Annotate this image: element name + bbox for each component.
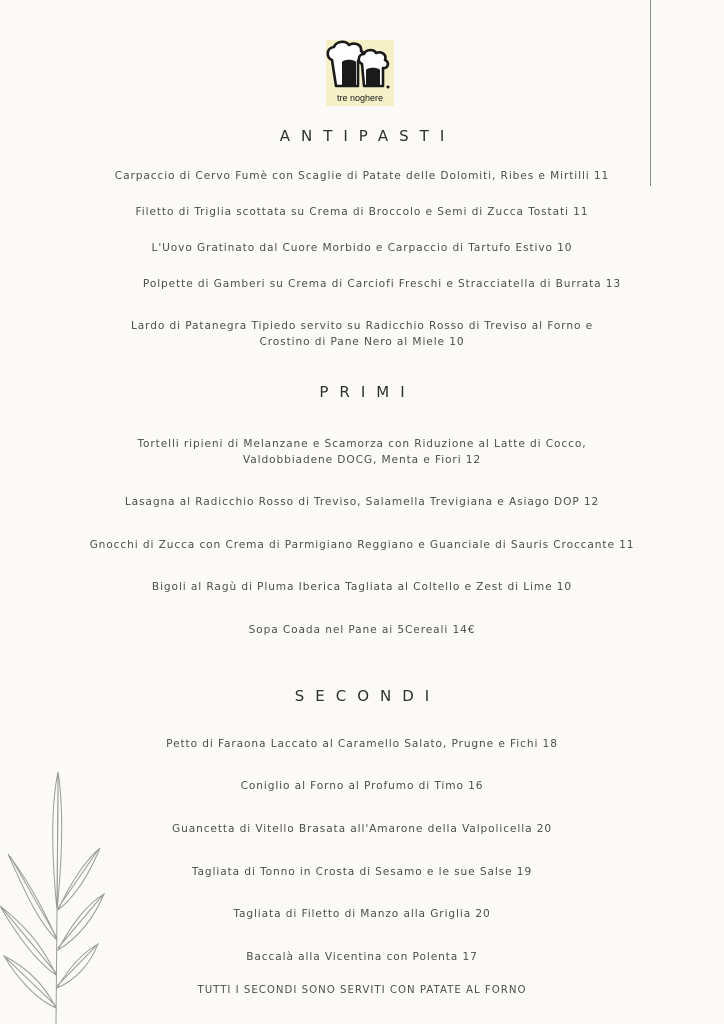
menu-item-line1: Lardo di Patanegra Tipiedo servito su Radicchio Rosso di Treviso al Forno e [130, 320, 594, 332]
menu-item: Bigoli al Ragù di Pluma Iberica Tagliata al Coltello e Zest di Lime 10 [151, 581, 573, 593]
menu-item-line1: Tortelli ripieni di Melanzane e Scamorza con Riduzione al Latte di Cocco, [137, 438, 587, 450]
logo-text: tre noghere [336, 93, 384, 103]
secondi-note: TUTTI I SECONDI SONO SERVITI CON PATATE AL FORNO [197, 985, 527, 996]
menu-item: Filetto di Triglia scottata su Crema di Broccolo e Semi di Zucca Tostati 11 [135, 206, 589, 218]
menu-item: Guancetta di Vitello Brasata all'Amarone della Valpolicella 20 [171, 823, 553, 835]
menu-item-line2: Crostino di Pane Nero al Miele 10 [259, 336, 465, 348]
menu-item: Tagliata di Tonno in Crosta di Sesamo e le sue Salse 19 [191, 866, 533, 878]
section-title-antipasti: ANTIPASTI [279, 127, 456, 145]
menu-item: Baccalà alla Vicentina con Polenta 17 [246, 951, 478, 963]
menu-item-line2: Valdobbiadene DOCG, Menta e Fiori 12 [242, 454, 482, 466]
section-title-secondi: SECONDI [294, 687, 441, 705]
section-title-primi: PRIMI [319, 383, 416, 401]
menu-item: Lasagna al Radicchio Rosso di Treviso, Salamella Trevigiana e Asiago DOP 12 [124, 496, 600, 508]
menu-item: Sopa Coada nel Pane ai 5Cereali 14€ [248, 624, 476, 636]
chef-hats-icon [326, 40, 394, 94]
menu-item: Tagliata di Filetto di Manzo alla Griglia 20 [233, 908, 491, 920]
menu-item: Gnocchi di Zucca con Crema di Parmigiano Reggiano e Guanciale di Sauris Croccante 11 [89, 539, 635, 551]
menu-item: Coniglio al Forno al Profumo di Timo 16 [240, 780, 484, 792]
menu-item: L'Uovo Gratinato dal Cuore Morbido e Carpaccio di Tartufo Estivo 10 [151, 242, 573, 254]
vertical-divider-line [650, 0, 651, 186]
plant-leaf-icon [0, 770, 120, 1024]
menu-item: Carpaccio di Cervo Fumè con Scaglie di Patate delle Dolomiti, Ribes e Mirtilli 11 [114, 170, 610, 182]
menu-item: Petto di Faraona Laccato al Caramello Salato, Prugne e Fichi 18 [166, 738, 558, 750]
menu-item: Polpette di Gamberi su Crema di Carciofi Freschi e Stracciatella di Burrata 13 [142, 278, 622, 290]
restaurant-logo [326, 40, 394, 106]
